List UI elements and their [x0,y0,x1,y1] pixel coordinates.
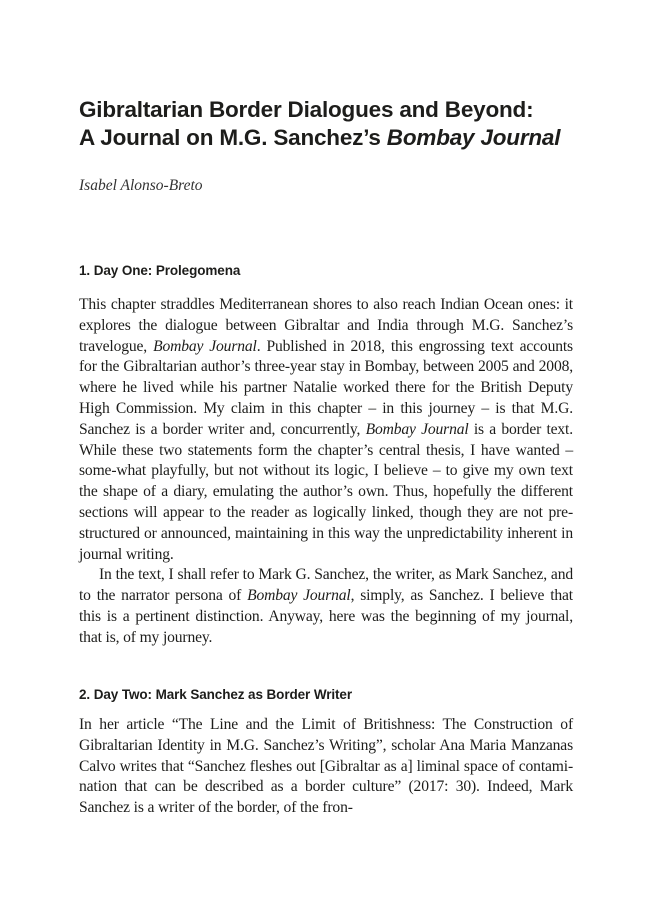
paragraph [79,715,573,819]
section-heading-2: 2. Day Two: Mark Sanchez as Border Writer [79,687,352,702]
book-title-reference: Bombay Journal [247,587,351,605]
paragraph [79,565,573,648]
section-2-body [79,715,573,819]
text-run: In her article “The Line and the Limit of Britishness: The Construction of Gibraltarian Identity in M.G. Sanchez’s Writing”, scholar Ana Maria Manzanas Calvo writes that “Sanchez fleshes out [Gibraltar as a] liminal space of contami-nation that can be described as a border culture” (2017: 30). Indeed, Mark Sanchez is a writer of the border, of the fron- [79,716,573,817]
text-run: In the text, I shall refer to Mark G. Sanchez, the writer, as Mark Sanchez, and to the narrator persona of [79,566,573,605]
text-run: , simply, as Sanchez. I believe that this is a pertinent distinction. Anyway, here was the beginning of my journal, that is, of my journey. [79,587,573,646]
book-title-reference: Bombay Journal [365,420,469,438]
section-heading-1: 1. Day One: Prolegomena [79,263,241,278]
paragraph [79,295,573,565]
author-name: Isabel Alonso-Breto [79,177,203,194]
text-run: . Published in 2018, this engrossing text accounts for the Gibraltarian author’s three-year stay in Bombay, between 2005 and 2008, where he lived while his partner Natalie worked there for the British Deputy High Commission. My claim in this chapter – in this journey – is that M.G. Sanchez is a border writer and, concurrently, [79,337,573,438]
text-run: is a border text. While these two statements form the chapter’s central thesis, I have wanted –some-what playfully, but not without its logic, I believe – to give my own text the shape of a diary, emulating the author’s own. Thus, hopefully the different sections will appear to the reader as logically linked, though they are not pre-structured or announced, maintaining in this way the unpredictability inherent in journal writing. [79,420,573,563]
chapter-title-line-2: A Journal on M.G. Sanchez’s [79,125,387,150]
chapter-title-line-1: Gibraltarian Border Dialogues and Beyond: [79,97,534,122]
chapter-title [79,96,579,152]
section-1-body [79,295,573,649]
book-title-reference: Bombay Journal [153,337,257,355]
text-run: This chapter straddles Mediterranean shores to also reach Indian Ocean ones: it explores the dialogue between Gibraltar and India through M.G. Sanchez’s travelogue, [79,296,573,355]
chapter-title-book-name: Bombay Journal [386,125,561,150]
